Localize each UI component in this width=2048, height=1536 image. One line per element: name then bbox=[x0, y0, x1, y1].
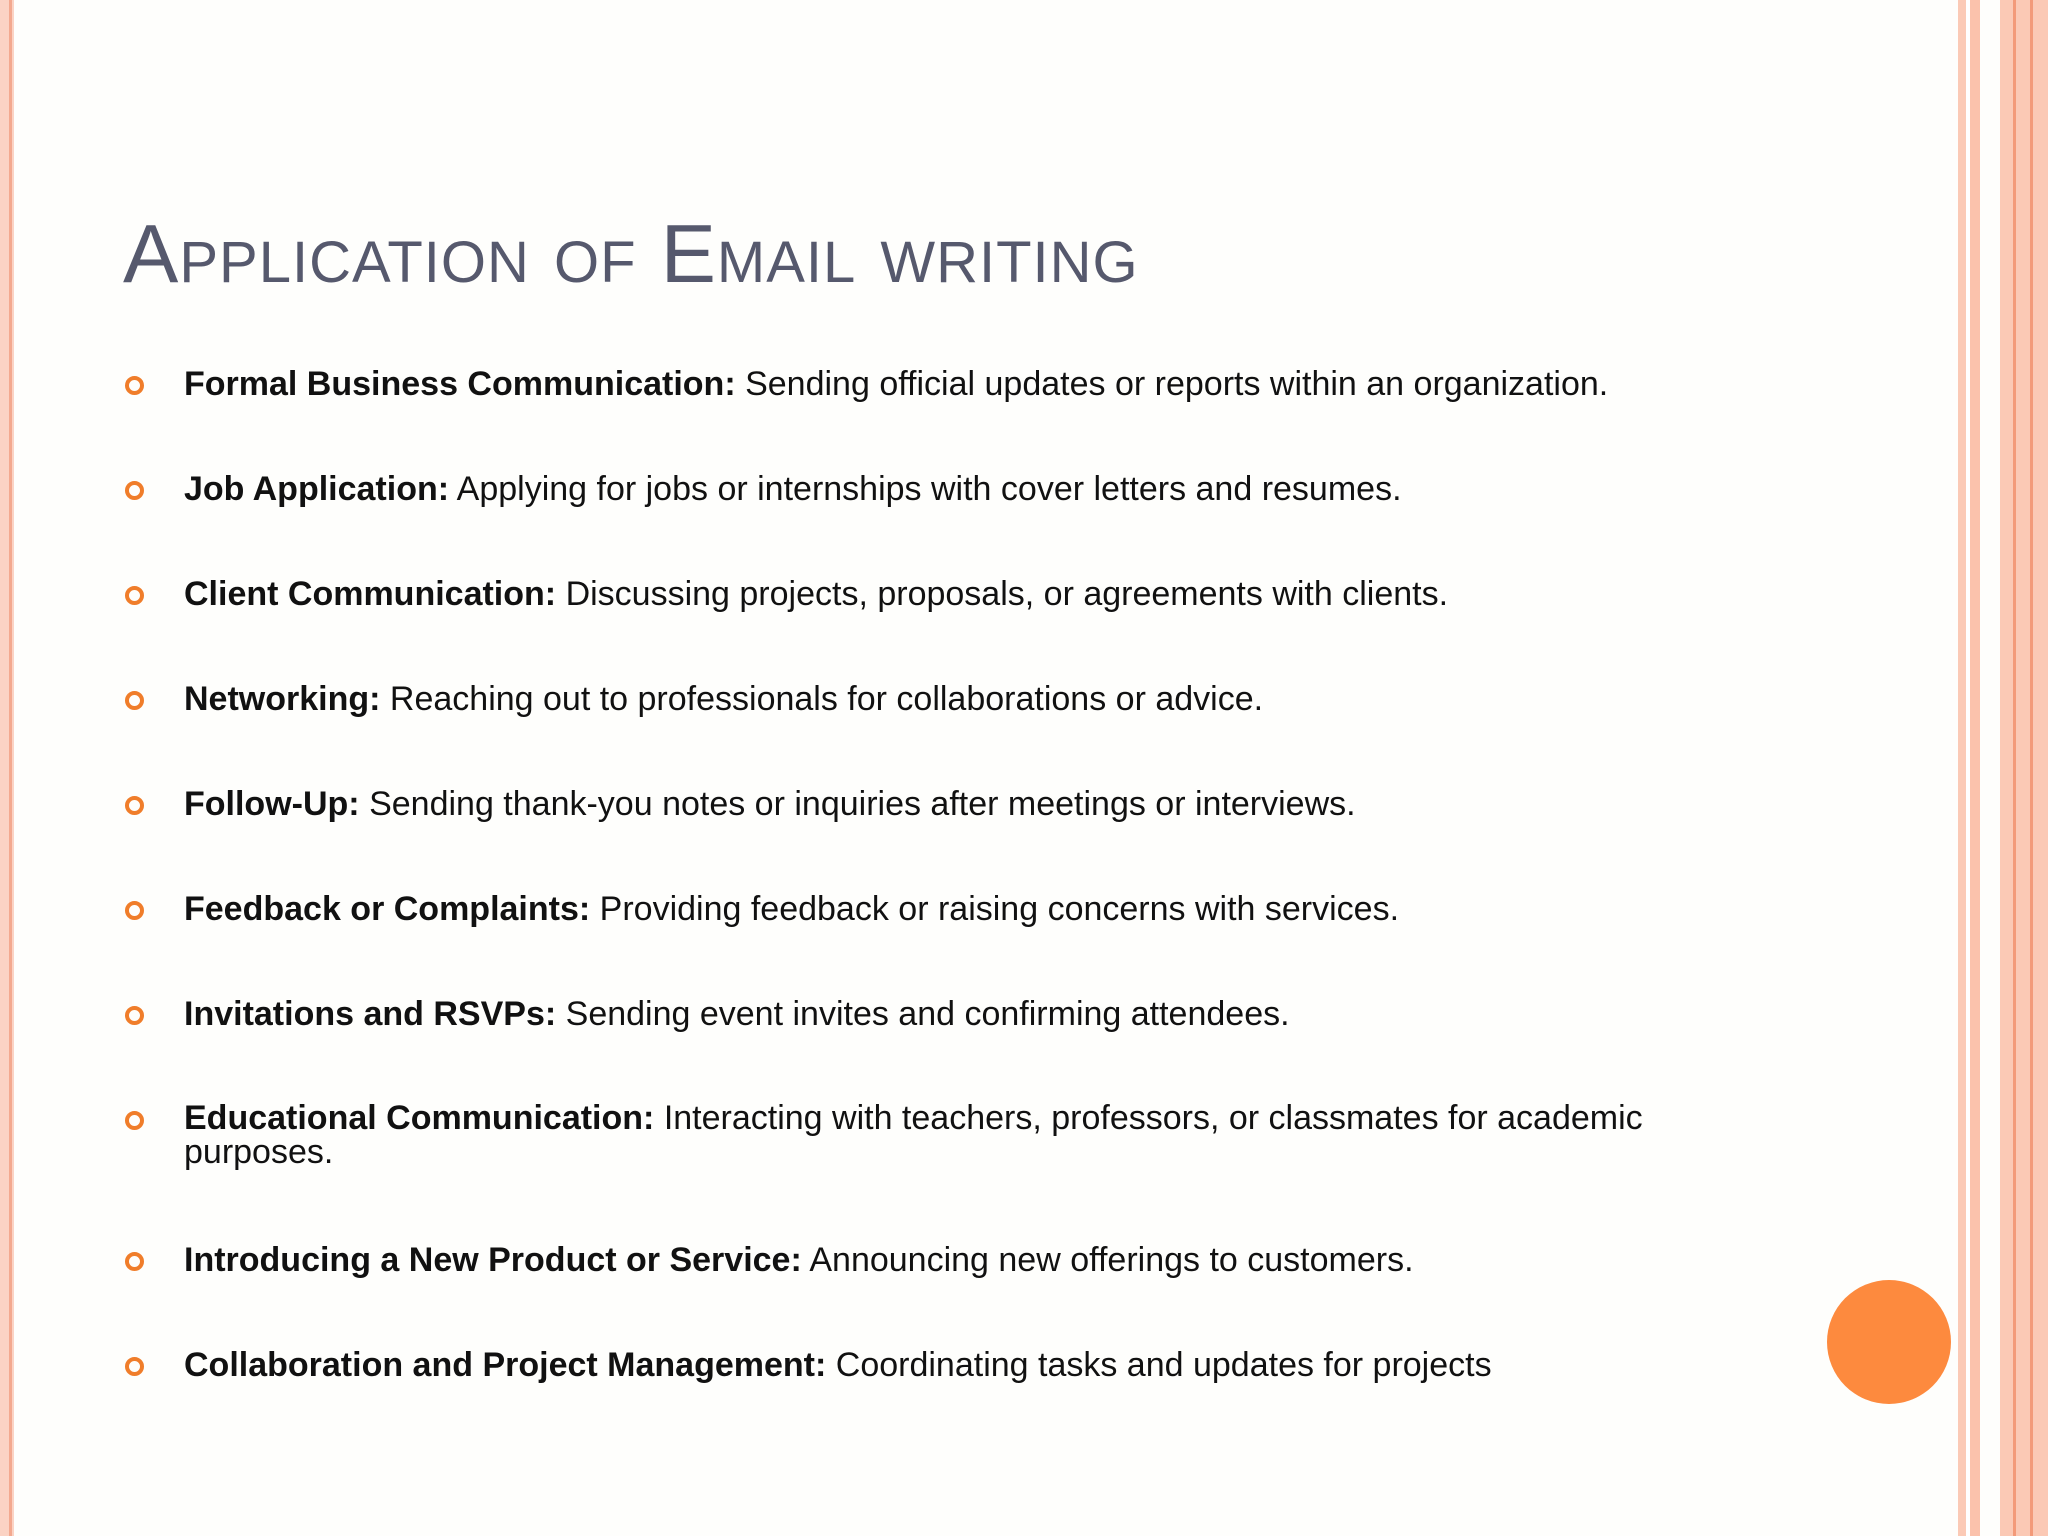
bullet-circle-icon bbox=[125, 1357, 144, 1376]
bullet-text: Sending event invites and confirming attendees. bbox=[565, 995, 1290, 1033]
bullet-term: Educational Communication: bbox=[184, 1099, 655, 1137]
bullet-circle-icon bbox=[125, 901, 144, 920]
bullet-term: Invitations and RSVPs: bbox=[184, 995, 557, 1033]
bullet-term: Formal Business Communication: bbox=[184, 365, 736, 403]
bullet-text: Sending official updates or reports within an organization. bbox=[745, 365, 1609, 403]
bullet-text: Applying for jobs or internships with cover letters and resumes. bbox=[456, 470, 1402, 508]
bullet-circle-icon bbox=[125, 691, 144, 710]
bullet-text: Providing feedback or raising concerns with services. bbox=[599, 890, 1400, 928]
list-item bbox=[184, 576, 1664, 612]
bullet-circle-icon bbox=[125, 1111, 144, 1130]
bullet-term: Follow-Up: bbox=[184, 785, 360, 823]
bullet-circle-icon bbox=[125, 586, 144, 605]
bullet-term: Introducing a New Product or Service: bbox=[184, 1241, 802, 1279]
bullet-circle-icon bbox=[125, 376, 144, 395]
list-item bbox=[184, 891, 1664, 927]
bullet-circle-icon bbox=[125, 796, 144, 815]
list-item bbox=[184, 681, 1664, 717]
slide-title: Application of Email writing bbox=[123, 207, 1139, 300]
list-item bbox=[184, 471, 1664, 507]
bullet-text: Coordinating tasks and updates for projects bbox=[835, 1346, 1492, 1384]
list-item bbox=[184, 1101, 1664, 1169]
bullet-term: Networking: bbox=[184, 680, 381, 718]
list-item bbox=[184, 1347, 1664, 1383]
decorative-circle bbox=[1827, 1280, 1951, 1404]
list-item bbox=[184, 366, 1664, 402]
bullet-term: Job Application: bbox=[184, 470, 450, 508]
list-item bbox=[184, 1242, 1664, 1278]
bullet-term: Client Communication: bbox=[184, 575, 557, 613]
list-item bbox=[184, 996, 1664, 1032]
bullet-term: Collaboration and Project Management: bbox=[184, 1346, 827, 1384]
bullet-text: Reaching out to professionals for collaborations or advice. bbox=[389, 680, 1264, 718]
bullet-text: Discussing projects, proposals, or agreements with clients. bbox=[565, 575, 1449, 613]
bullet-circle-icon bbox=[125, 1006, 144, 1025]
bullet-text: Announcing new offerings to customers. bbox=[809, 1241, 1414, 1279]
bullet-text: Interacting with teachers, professors, or classmates for academic purposes. bbox=[184, 1099, 1643, 1171]
list-item bbox=[184, 786, 1664, 822]
bullet-circle-icon bbox=[125, 1252, 144, 1271]
bullet-circle-icon bbox=[125, 481, 144, 500]
bullet-text: Sending thank-you notes or inquiries after meetings or interviews. bbox=[369, 785, 1356, 823]
bullet-term: Feedback or Complaints: bbox=[184, 890, 591, 928]
